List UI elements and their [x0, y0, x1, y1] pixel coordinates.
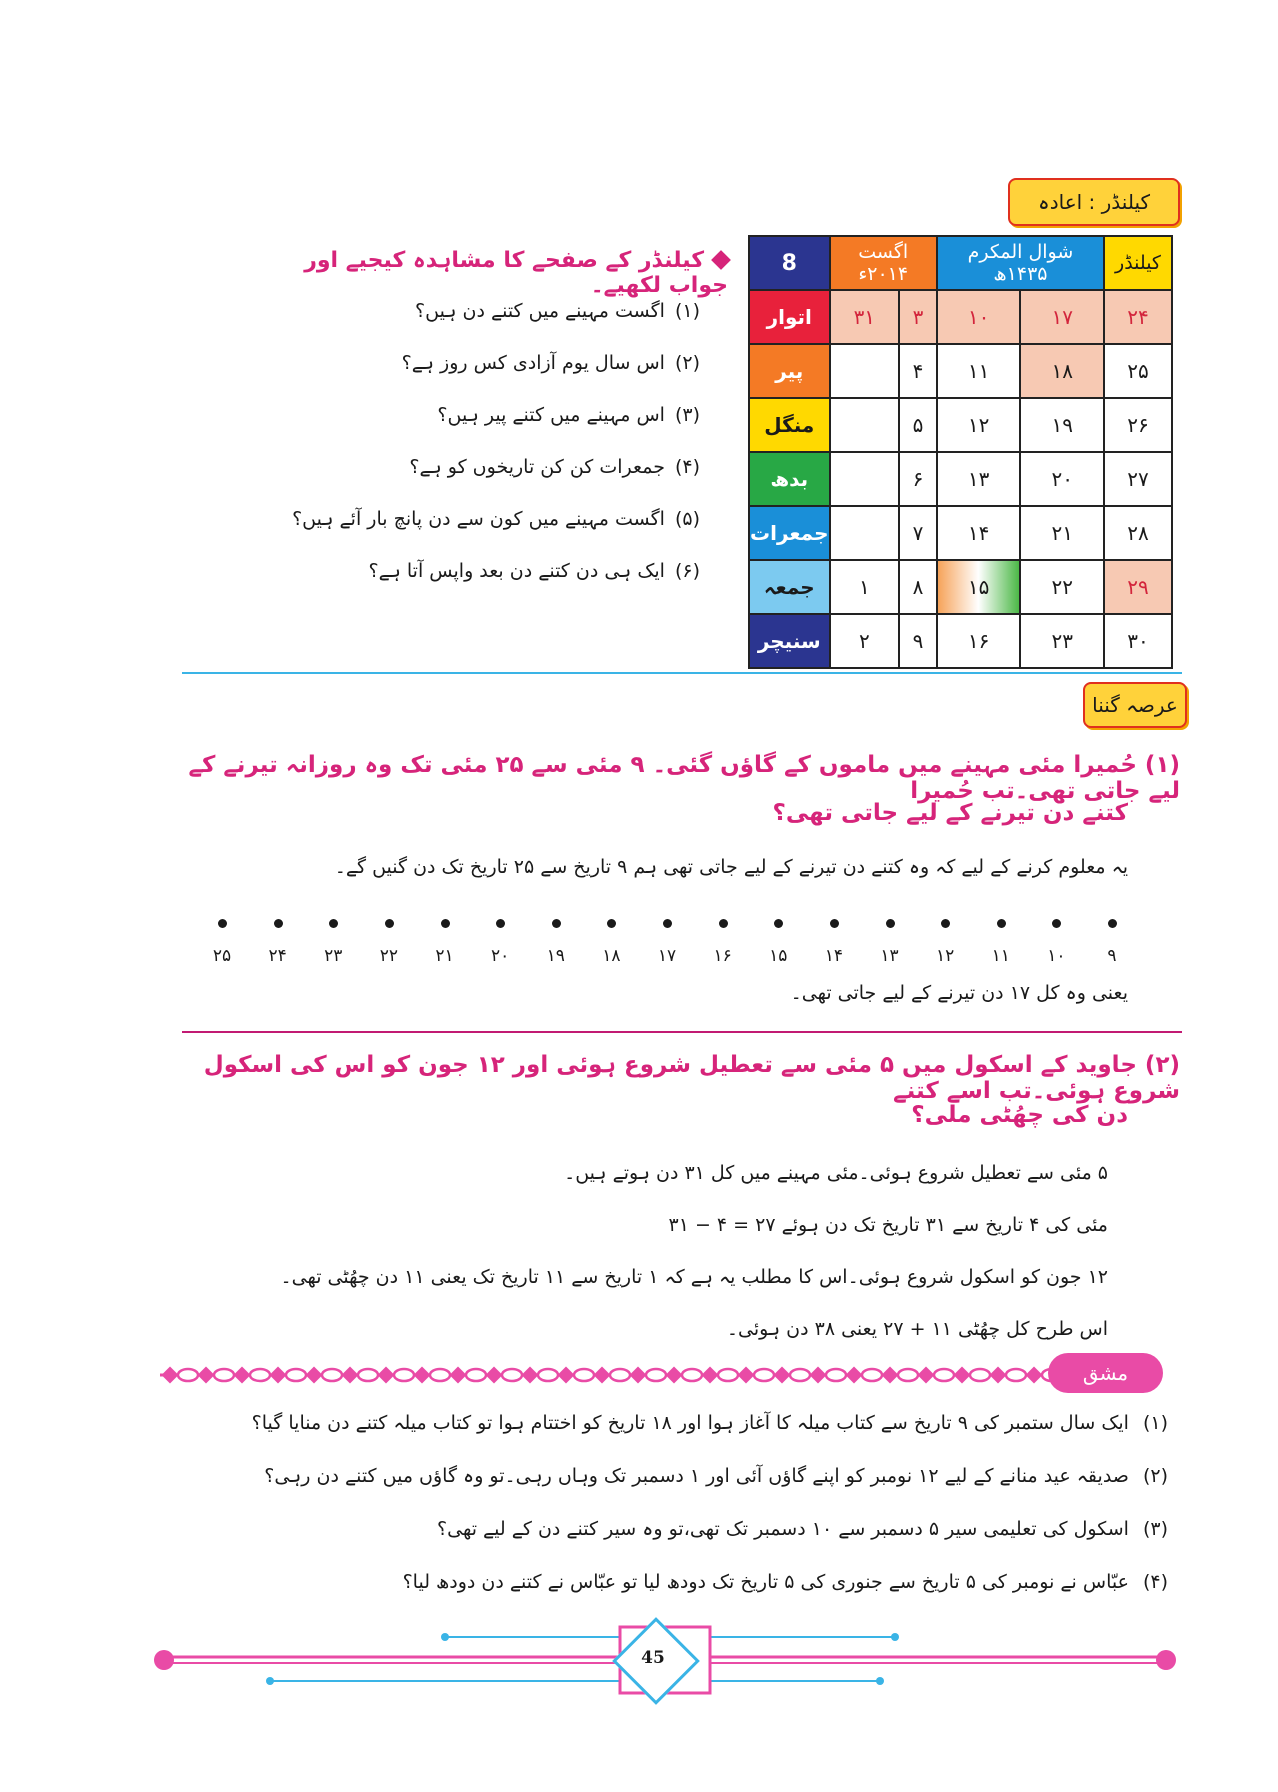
exercise-text: ایک سال ستمبر کی ۹ تاریخ سے کتاب میلہ کا آغاز ہوا اور ۱۸ تاریخ کو اختتام ہوا تو کتاب میلہ کتنے دن منایا گیا؟: [251, 1412, 1129, 1434]
question-item: [280, 300, 700, 322]
exercise-item: [138, 1412, 1168, 1434]
problem1-line1: حُمیرا مئی مہینے میں ماموں کے گاؤں گئی۔ ۹ مئی سے ۲۵ مئی تک وہ روزانہ تیرنے کے لیے جاتی تھی۔تب حُمیرا: [188, 752, 1180, 804]
count-dot: [830, 919, 839, 928]
calendar-date-cell: ۲۷: [1104, 452, 1172, 506]
calendar-date-cell: ۷: [899, 506, 937, 560]
decorative-chain: [160, 1365, 1052, 1385]
exercise-number: (۳): [1142, 1518, 1168, 1540]
count-dot: [607, 919, 616, 928]
question-number: (۳): [674, 404, 700, 426]
calendar-date-cell: ۱۵: [937, 560, 1021, 614]
problem2-line1: جاوید کے اسکول میں ۵ مئی سے تعطیل شروع ہوئی اور ۱۲ جون کو اس کی اسکول شروع ہوئی۔تب اسے کتنے: [203, 1052, 1180, 1104]
problem1-explanation: یہ معلوم کرنے کے لیے کہ وہ کتنے دن تیرنے کے لیے جاتی تھی ہم ۹ تاریخ سے ۲۵ تاریخ تک دن گنیں گے۔: [334, 856, 1128, 878]
count-number: ۱۰: [1047, 946, 1066, 966]
exercise-title-badge: مشق: [1048, 1353, 1163, 1393]
count-number: ۱۶: [713, 946, 732, 966]
calendar-day-label: جمعرات: [749, 506, 830, 560]
calendar-label-cell: کیلنڈر: [1104, 236, 1172, 290]
calendar-date-cell: ۳۰: [1104, 614, 1172, 668]
exercise-number: (۴): [1142, 1571, 1168, 1593]
calendar-date-cell: ۱۹: [1020, 398, 1104, 452]
section-title-badge: عرصہ گننا: [1083, 682, 1187, 728]
solution-step: اس طرح کل چھُٹی ۱۱ + ۲۷ یعنی ۳۸ دن ہوئی۔: [726, 1318, 1108, 1340]
calendar-date-cell: ۵: [899, 398, 937, 452]
instruction-text: کیلنڈر کے صفحے کا مشاہدہ کیجیے اور جواب لکھیے۔: [304, 248, 728, 298]
calendar-date-cell: ۱۷: [1020, 290, 1104, 344]
gregorian-month-cell: اگست ۲۰۱۴ء: [830, 236, 937, 290]
problem1-line2: کتنے دن تیرنے کے لیے جاتی تھی؟: [772, 800, 1128, 826]
exercise-item: [138, 1518, 1168, 1540]
calendar-date-cell: ۴: [899, 344, 937, 398]
question-item: [280, 560, 700, 582]
count-number: ۱۲: [935, 946, 955, 966]
question-item: [280, 508, 700, 530]
question-item: [280, 456, 700, 478]
problem1-text: [160, 752, 1180, 804]
exercise-number: (۱): [1142, 1412, 1168, 1434]
calendar-date-cell: [830, 452, 900, 506]
calendar-day-label: جمعہ: [749, 560, 830, 614]
count-dot: [997, 919, 1006, 928]
calendar-date-cell: ۲۱: [1020, 506, 1104, 560]
question-item: [280, 352, 700, 374]
count-number: ۱۸: [602, 946, 621, 966]
calendar-table: [748, 235, 1173, 669]
calendar-day-label: منگل: [749, 398, 830, 452]
exercise-text: صدیقہ عید منانے کے لیے ۱۲ نومبر کو اپنے گاؤں آئی اور ۱ دسمبر تک وہاں رہی۔تو وہ گاؤں میں کتنے دن رہی؟: [264, 1465, 1129, 1487]
calendar-date-cell: ۳: [899, 290, 937, 344]
question-number: (۴): [674, 456, 700, 478]
revision-badge: کیلنڈر : اعادہ: [1008, 178, 1180, 226]
solution-step: ۱۲ جون کو اسکول شروع ہوئی۔اس کا مطلب یہ ہے کہ ۱ تاریخ سے ۱۱ تاریخ تک یعنی ۱۱ دن چھُٹی تھی۔: [280, 1266, 1108, 1288]
count-number: ۱۴: [824, 946, 843, 966]
count-dot: [1052, 919, 1061, 928]
count-number: ۱۹: [546, 946, 565, 966]
question-text: ایک ہی دن کتنے دن بعد واپس آتا ہے؟: [368, 560, 665, 582]
question-number: (۶): [674, 560, 700, 582]
question-number: (۵): [674, 508, 700, 530]
count-number: ۱۵: [769, 946, 788, 966]
problem2-number: (۲): [1144, 1052, 1180, 1078]
calendar-day-label: سنیچر: [749, 614, 830, 668]
count-dot: [719, 919, 728, 928]
islamic-month-cell: شوال المکرم ۱۴۳۵ھ: [937, 236, 1104, 290]
problem-divider: [182, 1031, 1182, 1033]
count-number: ۲۰: [490, 946, 510, 966]
calendar-date-cell: ۲۵: [1104, 344, 1172, 398]
count-number: ۲۵: [212, 946, 232, 966]
calendar-date-cell: [830, 506, 900, 560]
count-dot: [441, 919, 450, 928]
calendar-day-label: پیر: [749, 344, 830, 398]
calendar-date-cell: ۲۶: [1104, 398, 1172, 452]
count-dot: [274, 919, 283, 928]
question-text: جمعرات کن کن تاریخوں کو ہے؟: [409, 456, 665, 478]
count-dot: [774, 919, 783, 928]
calendar-date-cell: ۸: [899, 560, 937, 614]
calendar-number-cell: 8: [749, 236, 830, 290]
count-dot: [218, 919, 227, 928]
calendar-date-cell: ۱: [830, 560, 900, 614]
exercise-item: [138, 1465, 1168, 1487]
count-number: ۲۲: [379, 946, 398, 966]
problem2-line2: دن کی چھُٹی ملی؟: [911, 1102, 1128, 1128]
count-number: ۹: [1107, 946, 1117, 966]
count-dot: [552, 919, 561, 928]
count-dot: [385, 919, 394, 928]
question-number: (۲): [674, 352, 700, 374]
question-text: اگست مہینے میں کتنے دن ہیں؟: [415, 300, 665, 322]
question-text: اس مہینے میں کتنے پیر ہیں؟: [437, 404, 665, 426]
exercise-number: (۲): [1142, 1465, 1168, 1487]
page-number: 45: [641, 1648, 665, 1668]
calendar-date-cell: ۲۰: [1020, 452, 1104, 506]
calendar-date-cell: [830, 398, 900, 452]
calendar-date-cell: ۳۱: [830, 290, 900, 344]
count-number: ۲۱: [435, 946, 454, 966]
calendar-date-cell: [830, 344, 900, 398]
calendar-day-label: اتوار: [749, 290, 830, 344]
calendar-date-cell: ۲۲: [1020, 560, 1104, 614]
count-dot: [663, 919, 672, 928]
count-number: ۱۷: [657, 946, 677, 966]
diamond-bullet-icon: [711, 250, 731, 270]
count-number: ۱۳: [880, 946, 899, 966]
solution-step: مئی کی ۴ تاریخ سے ۳۱ تاریخ تک دن ہوئے ۲۷ = ۴ − ۳۱: [668, 1214, 1108, 1236]
problem1-result: یعنی وہ کل ۱۷ دن تیرنے کے لیے جاتی تھی۔: [790, 982, 1128, 1004]
calendar-day-label: بدھ: [749, 452, 830, 506]
section-divider: [182, 672, 1182, 674]
question-text: اس سال یوم آزادی کس روز ہے؟: [401, 352, 665, 374]
question-number: (۱): [674, 300, 700, 322]
exercise-item: [138, 1571, 1168, 1593]
count-dot: [941, 919, 950, 928]
instruction-heading: [300, 248, 728, 298]
count-number: ۲۴: [268, 946, 287, 966]
question-text: اگست مہینے میں کون سے دن پانچ بار آئے ہیں؟: [292, 508, 665, 530]
exercise-text: عبّاس نے نومبر کی ۵ تاریخ سے جنوری کی ۵ تاریخ تک دودھ لیا تو عبّاس نے کتنے دن دودھ لیا؟: [402, 1571, 1129, 1593]
problem1-number: (۱): [1144, 752, 1180, 778]
calendar-date-cell: ۱۱: [937, 344, 1021, 398]
calendar-date-cell: ۲: [830, 614, 900, 668]
count-number: ۱۱: [991, 946, 1010, 966]
calendar-date-cell: ۶: [899, 452, 937, 506]
calendar-date-cell: ۱۶: [937, 614, 1021, 668]
calendar-date-cell: ۲۴: [1104, 290, 1172, 344]
calendar-date-cell: ۹: [899, 614, 937, 668]
problem2-text: [160, 1052, 1180, 1104]
calendar-date-cell: ۱۳: [937, 452, 1021, 506]
count-dot: [496, 919, 505, 928]
question-item: [280, 404, 700, 426]
exercise-text: اسکول کی تعلیمی سیر ۵ دسمبر سے ۱۰ دسمبر تک تھی،تو وہ سیر کتنے دن کے لیے تھی؟: [437, 1518, 1129, 1540]
calendar-date-cell: ۲۹: [1104, 560, 1172, 614]
calendar-date-cell: ۱۴: [937, 506, 1021, 560]
count-number: ۲۳: [324, 946, 343, 966]
count-dot: [329, 919, 338, 928]
footer-right-dot-icon: [1156, 1650, 1176, 1670]
calendar-date-cell: ۲۸: [1104, 506, 1172, 560]
count-dot: [886, 919, 895, 928]
calendar-date-cell: ۱۰: [937, 290, 1021, 344]
calendar-date-cell: ۱۲: [937, 398, 1021, 452]
calendar-date-cell: ۲۳: [1020, 614, 1104, 668]
count-dot: [1108, 919, 1117, 928]
calendar-date-cell: ۱۸: [1020, 344, 1104, 398]
footer-left-dot-icon: [154, 1650, 174, 1670]
solution-step: ۵ مئی سے تعطیل شروع ہوئی۔مئی مہینے میں کل ۳۱ دن ہوتے ہیں۔: [564, 1162, 1108, 1184]
